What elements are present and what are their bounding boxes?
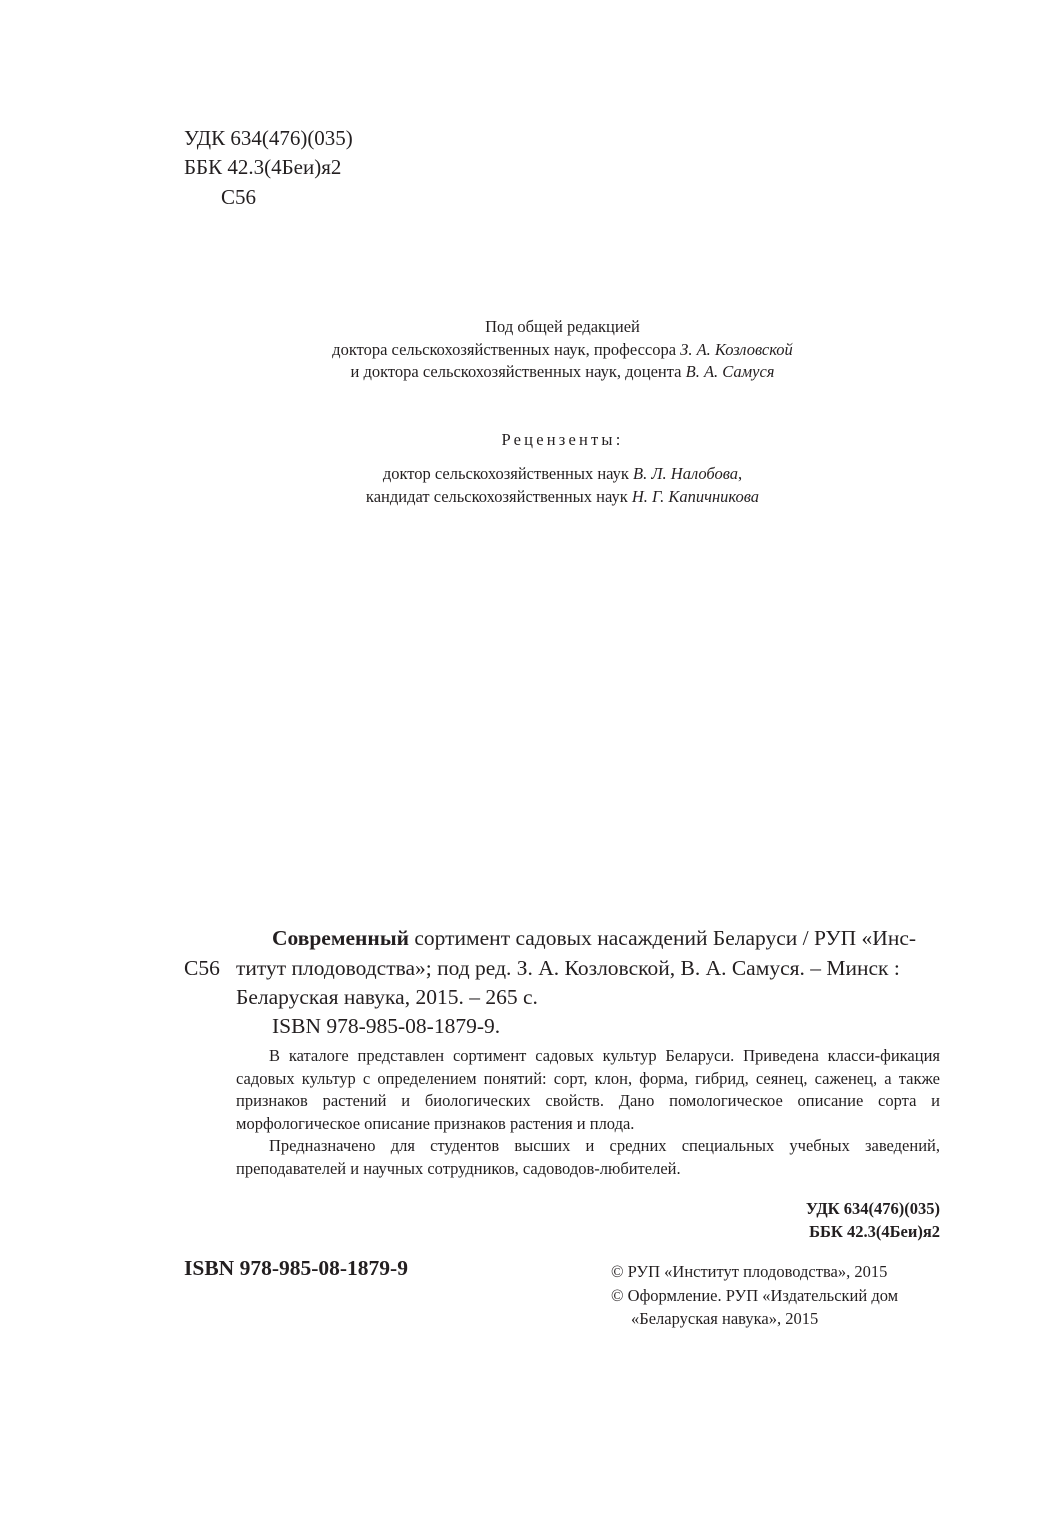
bib-line-3: Беларуская навука, 2015. – 265 с.	[236, 985, 538, 1009]
annotation-paragraph-1: В каталоге представлен сортимент садовых культур Беларуси. Приведена класси-фикация садовых культур с определением понятий: сорт, клон, форма, гибрид, сеянец, саженец, а также признаков растений и биологических свойств. Дано помологическое описание сорта и морфологическое описание признаков растения и плода.	[236, 1046, 940, 1133]
reviewer-line-1-end: ,	[738, 464, 743, 483]
editor-name-1: З. А. Козловской	[680, 339, 793, 359]
reviewer-name-1: В. Л. Налобова	[633, 464, 739, 483]
reviewers-heading: Рецензенты:	[501, 430, 624, 449]
editors-line-3-text: и доктора сельскохозяйственных наук, доцента	[350, 362, 686, 381]
author-mark-top: С56	[221, 185, 257, 209]
copyright-line-3: «Беларуская навука», 2015	[631, 1309, 819, 1328]
annotation-paragraph-2: Предназначено для студентов высших и средних специальных учебных заведений, преподавателей и научных сотрудников, садоводов-любителей.	[236, 1136, 940, 1178]
copyright-block	[611, 1260, 898, 1331]
reviewer-line-1-text: доктор сельскохозяйственных наук	[382, 464, 634, 483]
editor-name-2: В. А. Самуся	[685, 362, 775, 381]
bib-title-bold: Современный	[272, 926, 409, 950]
annotation	[236, 1045, 940, 1180]
editors-line-2	[0, 339, 1058, 362]
bib-line-1	[272, 923, 916, 953]
reviewer-line-1	[0, 463, 1058, 486]
copyright-line-1: © РУП «Институт плодоводства», 2015	[611, 1262, 888, 1281]
reviewers-block	[0, 463, 1058, 508]
reviewer-line-2-text: кандидат сельскохозяйственных наук	[365, 486, 632, 506]
isbn-bottom: ISBN 978-985-08-1879-9	[184, 1256, 408, 1280]
bib-isbn: ISBN 978-985-08-1879-9.	[272, 1014, 501, 1038]
editors-line-2-text: доктора сельскохозяйственных наук, профессора	[332, 339, 681, 359]
udk-code-bottom: УДК 634(476)(035)	[805, 1199, 940, 1218]
reviewer-line-2	[0, 486, 1058, 509]
editors-block	[0, 316, 1058, 384]
reviewer-name-2: Н. Г. Капичникова	[631, 486, 760, 506]
bbk-code-bottom: ББК 42.3(4Беи)я2	[809, 1221, 940, 1241]
codes-bottom	[806, 1198, 940, 1243]
bib-line-2: титут плодоводства»; под ред. З. А. Козловской, В. А. Самуся. – Минск :	[236, 956, 900, 980]
bib-line-1-rest: сортимент садовых насаждений Беларуси / РУП «Инс-	[409, 926, 917, 950]
editors-line-1: Под общей редакцией	[485, 317, 640, 336]
bib-author-mark: С56	[184, 956, 220, 980]
bbk-code-top: ББК 42.3(4Беи)я2	[184, 155, 342, 179]
copyright-line-2: © Оформление. РУП «Издательский дом	[611, 1285, 899, 1305]
editors-line-3	[0, 361, 1058, 384]
udk-code-top: УДК 634(476)(035)	[184, 126, 353, 150]
